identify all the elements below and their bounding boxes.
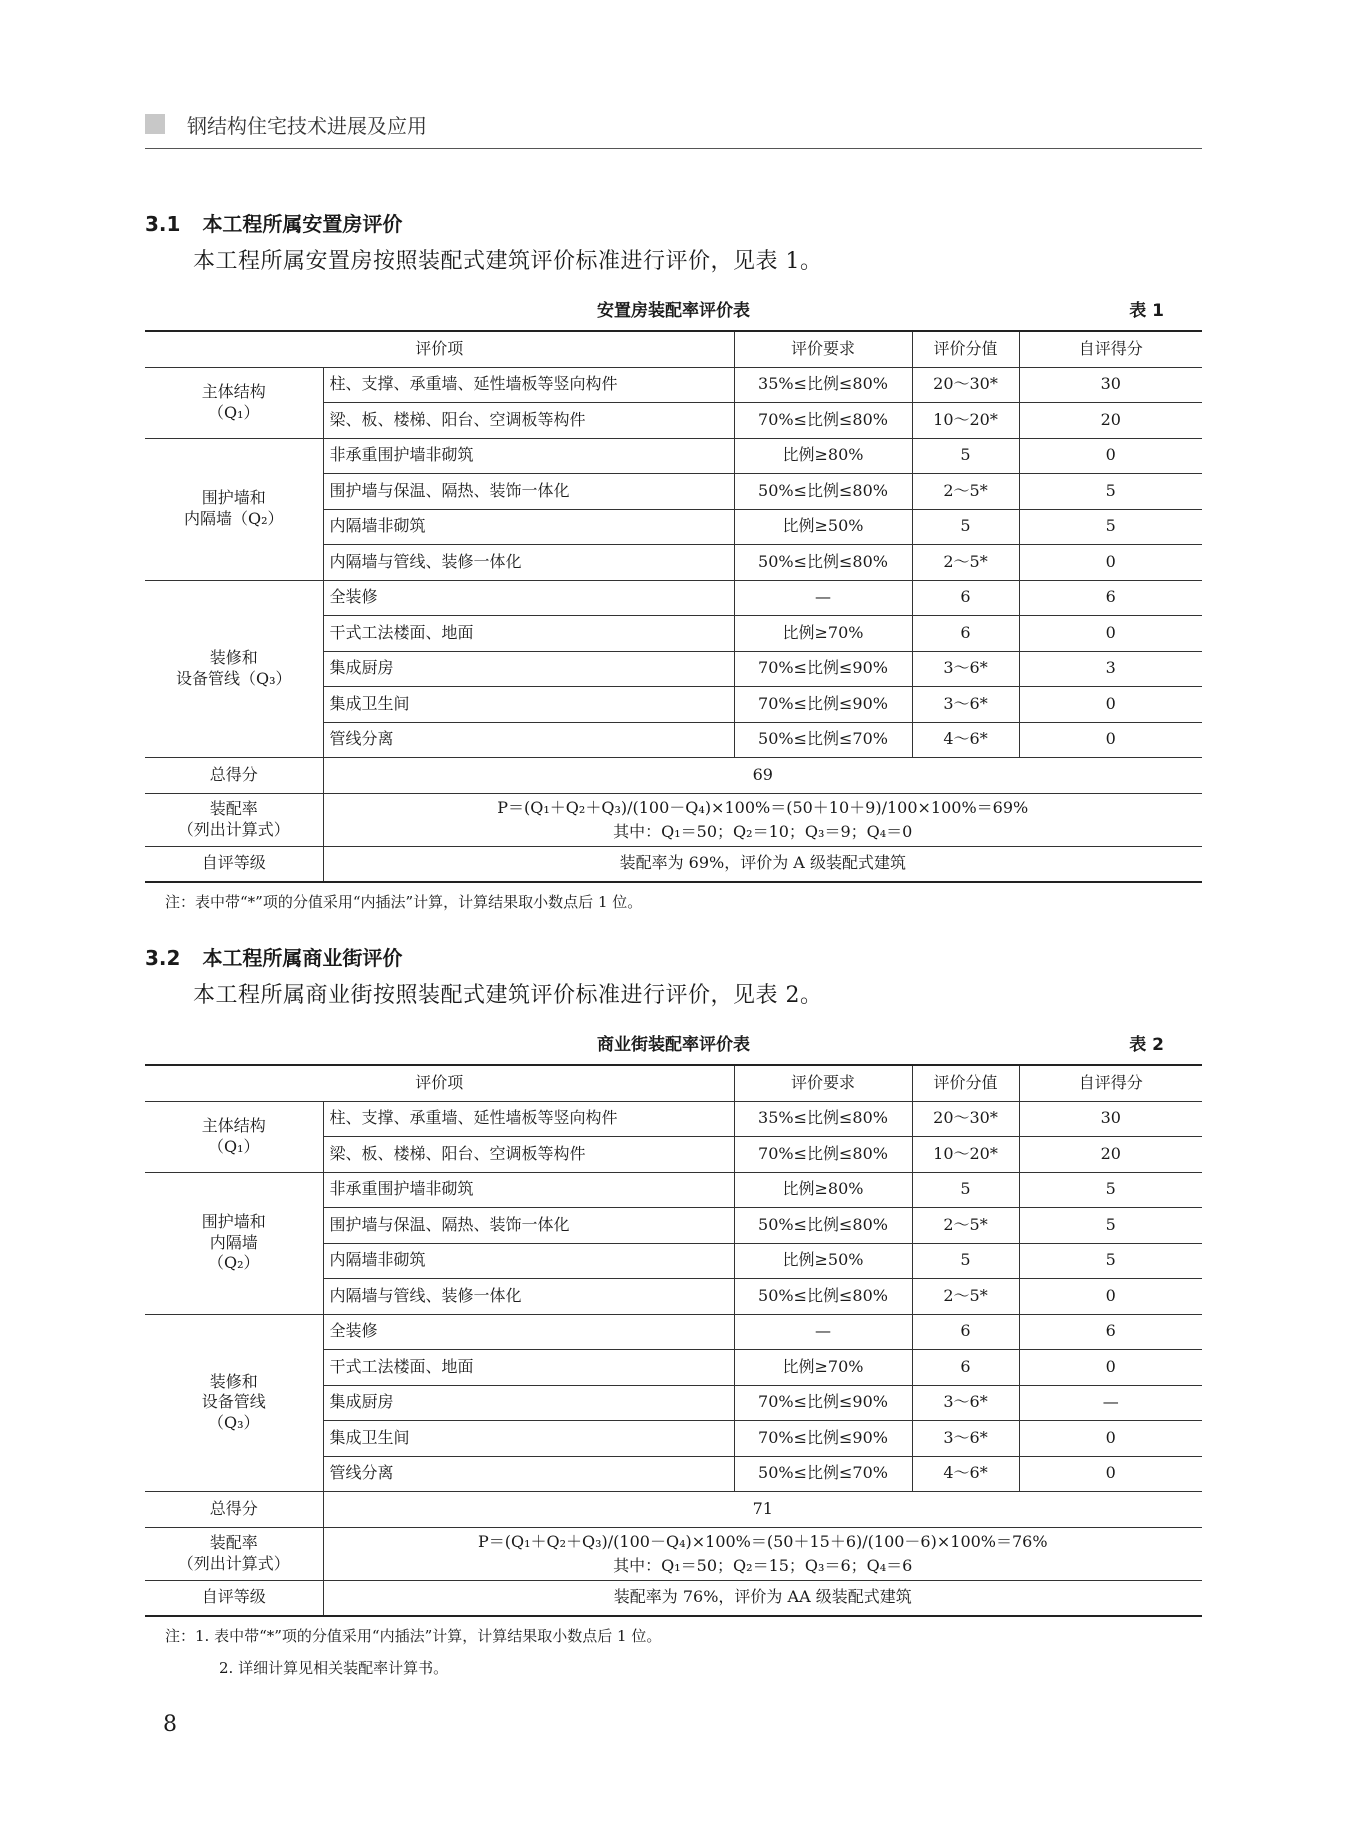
rate-label: 装配率 （列出计算式） [145, 1527, 323, 1580]
item-cell: 围护墙与保温、隔热、装饰一体化 [323, 474, 734, 510]
requirement-cell: — [734, 580, 912, 616]
group-label: 装修和 设备管线（Q₃） [145, 580, 323, 758]
table-note: 注：1. 表中带“*”项的分值采用“内插法”计算，计算结果取小数点后 1 位。 [165, 1627, 662, 1645]
group-label: 围护墙和 内隔墙 （Q₂） [145, 1172, 323, 1314]
requirement-cell: 比例≥70% [734, 616, 912, 652]
self-score-cell: 6 [1019, 1314, 1202, 1350]
section-intro: 本工程所属商业街按照装配式建筑评价标准进行评价，见表 2。 [193, 983, 823, 1008]
score-cell: 6 [912, 580, 1019, 616]
group-label: 主体结构 （Q₁） [145, 367, 323, 438]
evaluation-table-2 [145, 1064, 1202, 1617]
requirement-cell: 50%≤比例≤80% [734, 545, 912, 581]
item-cell: 梁、板、楼梯、阳台、空调板等构件 [323, 1137, 734, 1173]
section-title: 本工程所属商业街评价 [202, 946, 403, 970]
self-score-cell: 0 [1019, 1421, 1202, 1457]
table-row [145, 1101, 1202, 1137]
item-cell: 柱、支撑、承重墙、延性墙板等竖向构件 [323, 1101, 734, 1137]
rate-row [145, 1527, 1202, 1580]
score-cell: 20～30* [912, 367, 1019, 403]
self-score-cell: 5 [1019, 1172, 1202, 1208]
requirement-cell: 70%≤比例≤90% [734, 687, 912, 723]
item-cell: 围护墙与保温、隔热、装饰一体化 [323, 1208, 734, 1244]
score-cell: 2～5* [912, 1208, 1019, 1244]
requirement-cell: 70%≤比例≤80% [734, 403, 912, 439]
table-number: 表 2 [1129, 1035, 1164, 1055]
self-score-cell: 0 [1019, 687, 1202, 723]
score-cell: 5 [912, 509, 1019, 545]
self-score-cell: 6 [1019, 580, 1202, 616]
table-note: 2. 详细计算见相关装配率计算书。 [219, 1659, 449, 1677]
score-cell: 3～6* [912, 687, 1019, 723]
header-cell: 自评得分 [1019, 331, 1202, 367]
self-score-cell: 0 [1019, 722, 1202, 758]
evaluation-table-1 [145, 330, 1202, 883]
item-cell: 梁、板、楼梯、阳台、空调板等构件 [323, 403, 734, 439]
total-value: 69 [323, 758, 1202, 794]
requirement-cell: 比例≥50% [734, 509, 912, 545]
table-caption [145, 296, 1202, 322]
item-cell: 全装修 [323, 1314, 734, 1350]
self-score-cell: 0 [1019, 545, 1202, 581]
score-cell: 5 [912, 1172, 1019, 1208]
score-cell: 20～30* [912, 1101, 1019, 1137]
score-cell: 6 [912, 1350, 1019, 1386]
table-row [145, 1172, 1202, 1208]
header-cell: 自评得分 [1019, 1065, 1202, 1101]
item-cell: 内隔墙与管线、装修一体化 [323, 1279, 734, 1315]
score-cell: 3～6* [912, 1385, 1019, 1421]
formula-line: P＝(Q₁＋Q₂＋Q₃)/(100－Q₄)×100%＝(50＋10＋9)/100×100%＝69% [497, 797, 1029, 817]
requirement-cell: 比例≥70% [734, 1350, 912, 1386]
table-header-row [145, 1065, 1202, 1101]
self-score-cell: 0 [1019, 438, 1202, 474]
header-cell: 评价项 [145, 331, 734, 367]
self-score-cell: 5 [1019, 1208, 1202, 1244]
table-title: 安置房装配率评价表 [597, 301, 750, 321]
item-cell: 管线分离 [323, 1456, 734, 1492]
grade-value: 装配率为 76%，评价为 AA 级装配式建筑 [323, 1580, 1202, 1616]
self-score-cell: 30 [1019, 1101, 1202, 1137]
requirement-cell: 50%≤比例≤80% [734, 474, 912, 510]
section-number: 3.2 [145, 946, 181, 970]
formula-line: 其中：Q₁＝50；Q₂＝15；Q₃＝6；Q₄＝6 [613, 1555, 913, 1575]
page-number: 8 [163, 1712, 177, 1737]
item-cell: 集成卫生间 [323, 687, 734, 723]
self-score-cell: 0 [1019, 1456, 1202, 1492]
score-cell: 10～20* [912, 403, 1019, 439]
score-cell: 2～5* [912, 1279, 1019, 1315]
header-title: 钢结构住宅技术进展及应用 [187, 114, 427, 138]
score-cell: 5 [912, 1243, 1019, 1279]
score-cell: 6 [912, 616, 1019, 652]
self-score-cell: 30 [1019, 367, 1202, 403]
requirement-cell: 70%≤比例≤80% [734, 1137, 912, 1173]
item-cell: 非承重围护墙非砌筑 [323, 1172, 734, 1208]
section-title: 本工程所属安置房评价 [202, 212, 403, 236]
rate-row [145, 793, 1202, 846]
self-score-cell: 5 [1019, 1243, 1202, 1279]
section-number: 3.1 [145, 212, 181, 236]
requirement-cell: 50%≤比例≤70% [734, 1456, 912, 1492]
item-cell: 管线分离 [323, 722, 734, 758]
item-cell: 集成卫生间 [323, 1421, 734, 1457]
item-cell: 内隔墙非砌筑 [323, 1243, 734, 1279]
grade-label: 自评等级 [145, 1580, 323, 1616]
item-cell: 集成厨房 [323, 651, 734, 687]
score-cell: 6 [912, 1314, 1019, 1350]
requirement-cell: 50%≤比例≤80% [734, 1208, 912, 1244]
table-header-row [145, 331, 1202, 367]
formula-line: 其中：Q₁＝50；Q₂＝10；Q₃＝9；Q₄＝0 [613, 821, 913, 841]
grade-value: 装配率为 69%，评价为 A 级装配式建筑 [323, 846, 1202, 882]
score-cell: 3～6* [912, 1421, 1019, 1457]
score-cell: 10～20* [912, 1137, 1019, 1173]
self-score-cell: — [1019, 1385, 1202, 1421]
rate-formula [323, 793, 1202, 846]
requirement-cell: 70%≤比例≤90% [734, 651, 912, 687]
self-score-cell: 0 [1019, 616, 1202, 652]
section-heading-3-1 [145, 208, 402, 237]
self-score-cell: 20 [1019, 1137, 1202, 1173]
table-row [145, 1314, 1202, 1350]
item-cell: 干式工法楼面、地面 [323, 1350, 734, 1386]
table-note: 注：表中带“*”项的分值采用“内插法”计算，计算结果取小数点后 1 位。 [165, 893, 643, 911]
header-square-icon [145, 114, 165, 134]
self-score-cell: 0 [1019, 1279, 1202, 1315]
rate-label: 装配率 （列出计算式） [145, 793, 323, 846]
requirement-cell: 35%≤比例≤80% [734, 1101, 912, 1137]
total-row [145, 758, 1202, 794]
score-cell: 5 [912, 438, 1019, 474]
total-label: 总得分 [145, 758, 323, 794]
section-intro: 本工程所属安置房按照装配式建筑评价标准进行评价，见表 1。 [193, 249, 823, 274]
group-label: 主体结构 （Q₁） [145, 1101, 323, 1172]
item-cell: 内隔墙非砌筑 [323, 509, 734, 545]
requirement-cell: 比例≥80% [734, 438, 912, 474]
item-cell: 内隔墙与管线、装修一体化 [323, 545, 734, 581]
self-score-cell: 5 [1019, 474, 1202, 510]
requirement-cell: 35%≤比例≤80% [734, 367, 912, 403]
score-cell: 2～5* [912, 545, 1019, 581]
formula-line: P＝(Q₁＋Q₂＋Q₃)/(100－Q₄)×100%＝(50＋15＋6)/(100－6)×100%＝76% [477, 1531, 1048, 1551]
table-title: 商业街装配率评价表 [597, 1035, 750, 1055]
header-cell: 评价要求 [734, 331, 912, 367]
requirement-cell: 比例≥80% [734, 1172, 912, 1208]
item-cell: 柱、支撑、承重墙、延性墙板等竖向构件 [323, 367, 734, 403]
requirement-cell: — [734, 1314, 912, 1350]
table-row [145, 580, 1202, 616]
item-cell: 非承重围护墙非砌筑 [323, 438, 734, 474]
running-header [145, 108, 1202, 149]
item-cell: 干式工法楼面、地面 [323, 616, 734, 652]
score-cell: 3～6* [912, 651, 1019, 687]
requirement-cell: 50%≤比例≤70% [734, 722, 912, 758]
table-row [145, 438, 1202, 474]
table-row [145, 367, 1202, 403]
group-label: 装修和 设备管线 （Q₃） [145, 1314, 323, 1492]
table-number: 表 1 [1129, 301, 1164, 321]
group-label: 围护墙和 内隔墙（Q₂） [145, 438, 323, 580]
requirement-cell: 比例≥50% [734, 1243, 912, 1279]
requirement-cell: 70%≤比例≤90% [734, 1421, 912, 1457]
header-cell: 评价项 [145, 1065, 734, 1101]
requirement-cell: 50%≤比例≤80% [734, 1279, 912, 1315]
item-cell: 集成厨房 [323, 1385, 734, 1421]
self-score-cell: 3 [1019, 651, 1202, 687]
score-cell: 2～5* [912, 474, 1019, 510]
self-score-cell: 20 [1019, 403, 1202, 439]
rate-formula [323, 1527, 1202, 1580]
section-heading-3-2 [145, 942, 402, 971]
total-label: 总得分 [145, 1492, 323, 1528]
header-cell: 评价要求 [734, 1065, 912, 1101]
total-row [145, 1492, 1202, 1528]
grade-label: 自评等级 [145, 846, 323, 882]
grade-row [145, 1580, 1202, 1616]
score-cell: 4～6* [912, 1456, 1019, 1492]
header-cell: 评价分值 [912, 331, 1019, 367]
total-value: 71 [323, 1492, 1202, 1528]
requirement-cell: 70%≤比例≤90% [734, 1385, 912, 1421]
score-cell: 4～6* [912, 722, 1019, 758]
header-cell: 评价分值 [912, 1065, 1019, 1101]
table-caption [145, 1030, 1202, 1056]
grade-row [145, 846, 1202, 882]
item-cell: 全装修 [323, 580, 734, 616]
self-score-cell: 5 [1019, 509, 1202, 545]
self-score-cell: 0 [1019, 1350, 1202, 1386]
